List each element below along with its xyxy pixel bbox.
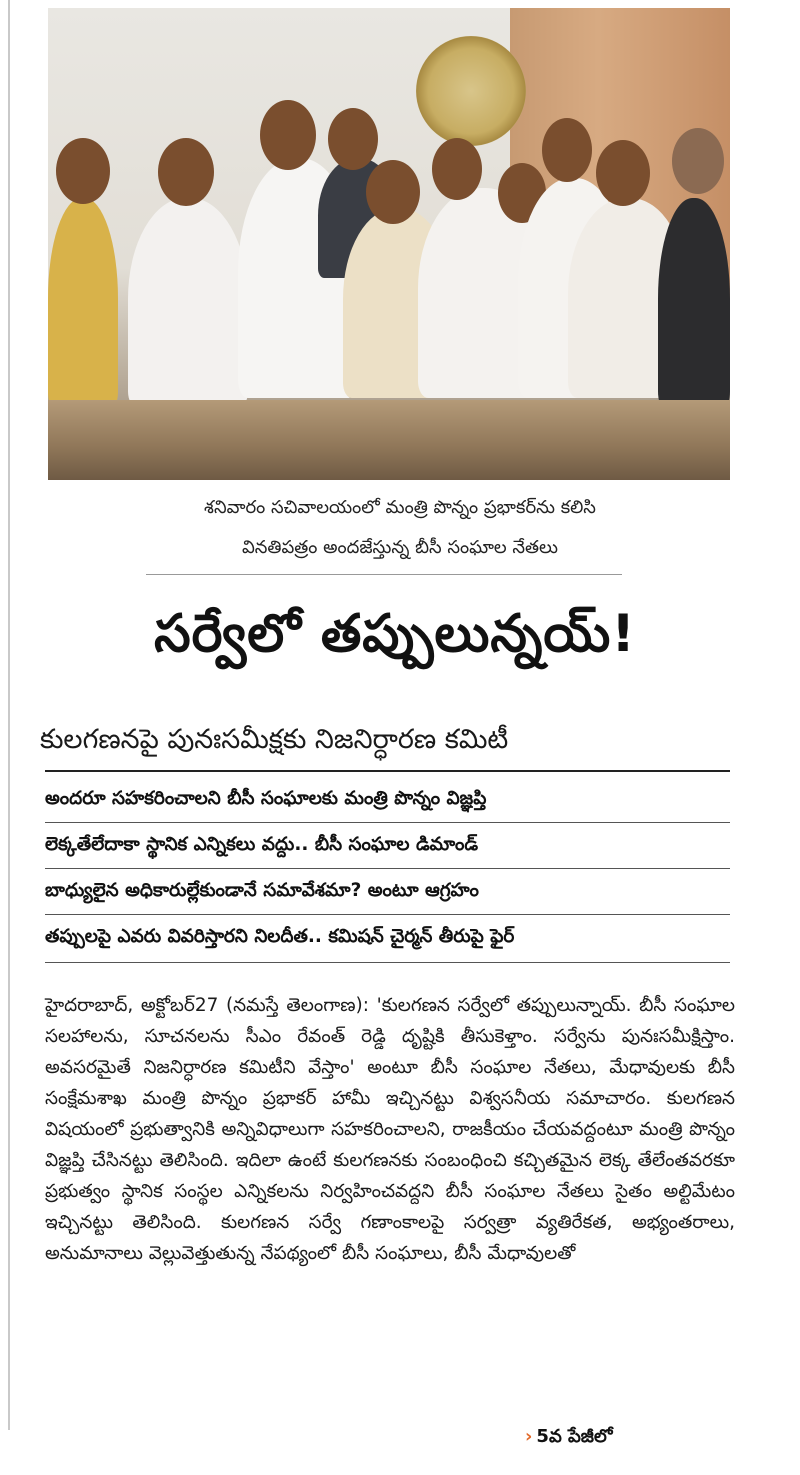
deck-line-3: బాధ్యులైన అధికారుల్లేకుండానే సమావేశమా? అంటూ ఆగ్రహం <box>45 880 479 901</box>
headline: సర్వేలో తప్పులున్నయ్! <box>154 604 636 664</box>
photo-person <box>658 198 730 408</box>
column-rule <box>8 0 10 1430</box>
caption-divider <box>146 574 622 575</box>
deck-rule <box>45 868 730 869</box>
continued-label: 5వ పేజీలో <box>536 1426 613 1447</box>
photo-person <box>48 198 118 408</box>
subhead-rule <box>45 770 730 772</box>
photo-head <box>328 108 378 170</box>
photo-caption-line-1: శనివారం సచివాలయంలో మంత్రి పొన్నం ప్రభాకర్‌ను కలిసి <box>204 497 596 518</box>
deck-line-1: అందరూ సహకరించాలని బీసీ సంఘాలకు మంత్రి పొన్నం విజ్ఞప్తి <box>45 788 487 809</box>
photo-head <box>56 138 110 204</box>
photo-head <box>158 138 214 206</box>
news-photo <box>48 8 730 480</box>
deck-line-4: తప్పులపై ఎవరు వివరిస్తారని నిలదీత.. కమిషన్ చైర్మన్ తీరుపై ఫైర్ <box>45 926 515 947</box>
photo-head <box>542 118 592 182</box>
photo-caption-line-2: వినతిపత్రం అందజేస్తున్న బీసీ సంఘాల నేతలు <box>241 537 559 558</box>
article-body <box>45 990 735 1269</box>
photo-head <box>366 160 420 224</box>
photo-head <box>672 128 724 194</box>
deck-rule <box>45 822 730 823</box>
deck-rule <box>45 914 730 915</box>
emblem-icon <box>416 36 526 146</box>
photo-head <box>432 138 482 200</box>
subhead: కులగణనపై పునఃసమీక్షకు నిజనిర్ధారణ కమిటీ <box>40 724 509 755</box>
arrow-right-icon: › <box>525 1426 533 1447</box>
deck-rule <box>45 962 730 963</box>
photo-head <box>260 100 316 170</box>
photo-head <box>596 140 650 206</box>
continued-on-page-link[interactable] <box>525 1426 613 1451</box>
article-paragraph: హైదరాబాద్, అక్టోబర్27 (నమస్తే తెలంగాణ): 'కులగణన సర్వేలో తప్పులున్నాయ్. బీసీ సంఘాల సలహాలను, సూచనలను సీఎం రేవంత్ రెడ్డి దృష్టికి తీసుకెళ్తాం. సర్వేను పునఃసమీక్షిస్తాం. అవసరమైతే నిజనిర్ధారణ కమిటీని వేస్తాం' అంటూ బీసీ సంఘాల నేతలు, మేధావులకు బీసీ సంక్షేమశాఖ మంత్రి పొన్నం ప్రభాకర్ హామీ ఇచ్చినట్టు విశ్వసనీయ సమాచారం. కులగణన విషయంలో ప్రభుత్వానికి అన్నివిధాలుగా సహకరించాలని, రాజకీయం చేయవద్దంటూ మంత్రి పొన్నం విజ్ఞప్తి చేసినట్టు తెలిసింది. ఇదిలా ఉంటే కులగణనకు సంబంధించి కచ్చితమైన లెక్క తేలేంతవరకూ ప్రభుత్వం స్థానిక సంస్థల ఎన్నికలను నిర్వహించవద్దని బీసీ సంఘాల నేతలు సైతం అల్టిమేటం ఇచ్చినట్టు తెలిసింది. కులగణన సర్వే గణాంకాలపై సర్వత్రా వ్యతిరేకత, అభ్యంతరాలు, అనుమానాలు వెల్లువెత్తుతున్న నేపథ్యంలో బీసీ సంఘాలు, బీసీ మేధావులతో <box>45 995 735 1264</box>
photo-person <box>128 198 248 408</box>
deck-line-2: లెక్కతేలేదాకా స్థానిక ఎన్నికలు వద్దు.. బీసీ సంఘాల డిమాండ్ <box>45 834 479 855</box>
photo-table <box>48 400 730 480</box>
